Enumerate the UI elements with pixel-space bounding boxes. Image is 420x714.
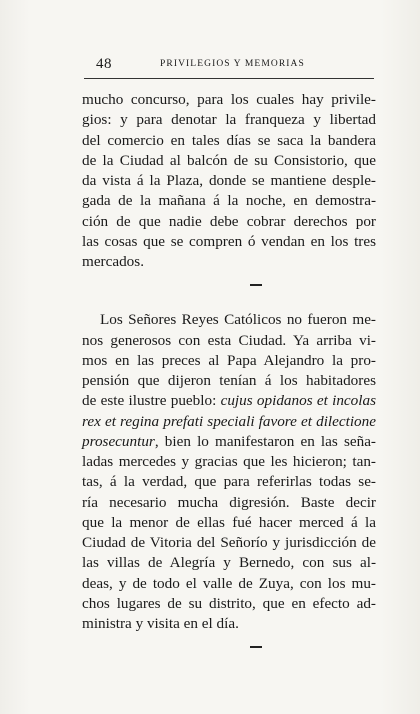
section-separator xyxy=(82,272,376,296)
page-number: 48 xyxy=(96,56,112,72)
text-line: del comercio en tales días se saca la bandera xyxy=(82,131,376,149)
text-line: mos en las preces al Papa Alejandro la pro- xyxy=(82,351,376,369)
running-head: PRIVILEGIOS Y MEMORIAS xyxy=(160,59,305,69)
separator-dash xyxy=(250,646,262,648)
text-line: ría necesario mucha digresión. Baste decir xyxy=(82,493,376,511)
text-line: deas, y de todo el valle de Zuya, con los mu- xyxy=(82,574,376,592)
text-line: da vista á la Plaza, donde se mantiene desple- xyxy=(82,172,376,189)
text-line xyxy=(82,412,376,432)
header-rule xyxy=(84,78,374,79)
text-line: gada de la mañana á la noche, en demostra- xyxy=(82,192,376,210)
text-line: ladas mercedes y gracias que les hicieron; tan- xyxy=(82,453,376,470)
text-line: las cosas que se compren ó vendan en los tres xyxy=(82,232,376,250)
text-line: Ciudad de Vitoria del Señorío y jurisdicción de xyxy=(82,534,376,551)
latin-quote: rex et regina prefati speciali favore et dilectione xyxy=(82,412,376,430)
text-line: de este ilustre pueblo: cujus opidanos et incolas xyxy=(82,392,376,410)
text-line: Los Señores Reyes Católicos no fueron me- xyxy=(100,311,376,329)
section-separator xyxy=(82,634,376,658)
text-line: de la Ciudad al balcón de su Consistorio, que xyxy=(82,151,376,169)
paragraph-2 xyxy=(82,310,376,634)
body-text xyxy=(82,90,376,658)
text-line: nos generosos con esta Ciudad. Ya arriba vi- xyxy=(82,331,376,349)
latin-quote: cujus opidanos et incolas xyxy=(220,392,376,410)
text-line: las villas de Alegría y Bernedo, con sus al- xyxy=(82,554,376,572)
text-line: gios: y para denotar la franqueza y libertad xyxy=(82,111,376,129)
text-line: pensión que dijeron tenían á los habitadores xyxy=(82,372,376,389)
latin-quote: prosecuntur xyxy=(82,432,155,450)
text-line: que la menor de ellas fué hacer merced á la xyxy=(82,513,376,531)
page-header xyxy=(96,56,374,74)
separator-dash xyxy=(250,284,262,286)
text-line: prosecuntur, bien lo manifestaron en las seña- xyxy=(82,432,376,450)
text-line: mucho concurso, para los cuales hay privile- xyxy=(82,91,376,108)
text-line: chos lugares de su distrito, que en efecto ad- xyxy=(82,594,376,612)
text-line: mercados. xyxy=(82,253,144,270)
text-line: tas, á la verdad, que para referirlas todas se- xyxy=(82,473,376,491)
text-line: ción de que nadie debe cobrar derechos por xyxy=(82,212,376,230)
paragraph-1 xyxy=(82,90,376,272)
text-line: ministra y visita en el día. xyxy=(82,615,239,632)
